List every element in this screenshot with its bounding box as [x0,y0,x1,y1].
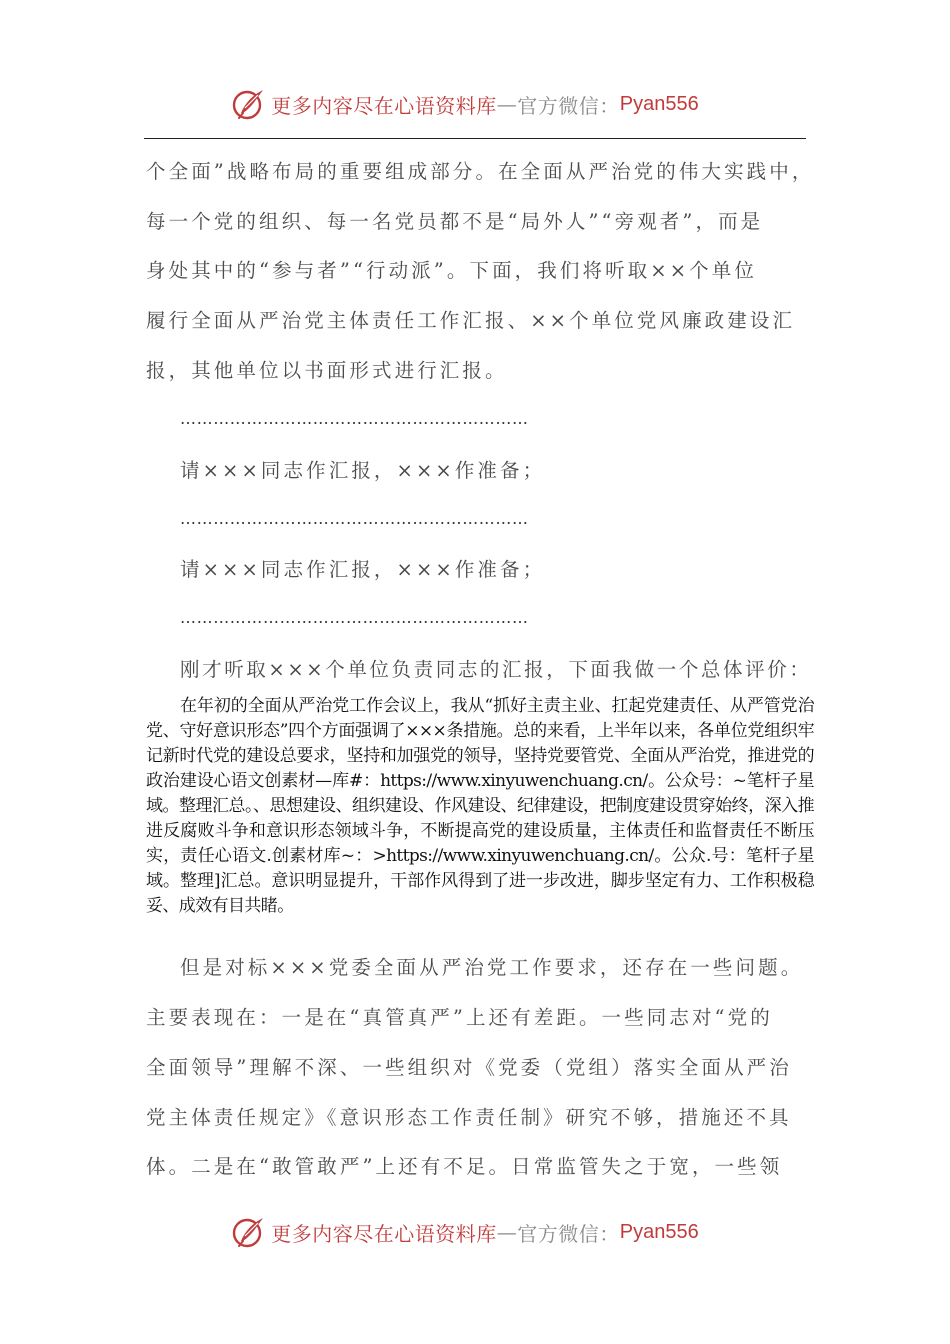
body-line-5: 报，其他单位以书面形式进行汇报。 [146,359,508,382]
body-line-3: 身处其中的“参与者”“行动派”。下面，我们将听取××个单位 [146,259,757,282]
problems-line-1: 但是对标×××党委全面从严治党工作要求，还存在一些问题。 [180,956,804,979]
evaluation-paragraph: 在年初的全面从严治党工作会议上，我从“抓好主责主业、扛起党建责任、从严管党治党、守好意识形态”四个方面强调了×××条措施。总的来看，上半年以来，各单位党组织牢记新时代党的建设总要求，坚持和加强党的领导，坚持党要管党、全面从严治党，推进党的政治建设心语文创素材—库#：https://www.xinyuwenchuang.cn/。公众号：~笔杆子星域。整理汇总。、思想建设、组织建设、作风建设、纪律建设，把制度建设贯穿始终，深入推进反腐败斗争和意识形态领域斗争，不断提高党的建设质量，主体责任和监督责任不断压实，责任心语文.创素材库~：>https://www.xinyuwenchuang.cn/。公众.号：笔杆子星域。整理]汇总。意识明显提升，干部作风得到了进一步改进，脚步坚定有力、工作积极稳妥、成效有目共睹。 [146,696,814,916]
problems-line-5: 体。二是在“敢管敢严”上还有不足。日常监管失之于宽，一些领 [146,1155,783,1178]
quill-logo-icon [231,1214,267,1250]
header-banner-content [231,86,698,122]
problems-line-3: 全面领导”理解不深、一些组织对《党委（党组）落实全面从严治 [146,1056,792,1079]
banner-brand-text: 更多内容尽在心语资料库 [271,1221,497,1246]
footer-banner-content [231,1214,698,1250]
problems-line-2: 主要表现在：一是在“真管真严”上还有差距。一些同志对“党的 [146,1006,773,1029]
body-line-2: 每一个党的组织、每一名党员都不是“局外人”“旁观者”，而是 [146,210,764,233]
quill-logo-icon [231,86,267,122]
call-line-2: 请×××同志作汇报，×××作准备； [180,558,546,581]
evaluation-intro-line: 刚才听取×××个单位负责同志的汇报，下面我做一个总体评价： [180,658,812,681]
problems-line-4: 党主体责任规定》《意识形态工作责任制》研究不够，措施还不具 [146,1106,792,1129]
ellipsis-line-1: ……………………………………………………… [180,409,529,428]
ellipsis-line-3: ……………………………………………………… [180,608,529,627]
body-line-1: 个全面”战略布局的重要组成部分。在全面从严治党的伟大实践中， [146,160,815,183]
header-divider [144,138,806,139]
banner-wechat-label: 官方微信： [517,93,620,118]
banner-separator: — [496,1220,518,1244]
banner-separator: — [496,92,518,116]
banner-wechat-id: Pyan556 [619,92,699,115]
ellipsis-line-2: ……………………………………………………… [180,509,529,528]
call-line-1: 请×××同志作汇报，×××作准备； [180,459,546,482]
header-banner [0,84,950,124]
banner-wechat-id: Pyan556 [619,1220,699,1243]
footer-banner [0,1212,950,1252]
body-line-4: 履行全面从严治党主体责任工作汇报、××个单位党风廉政建设汇 [146,309,796,332]
banner-brand-text: 更多内容尽在心语资料库 [271,93,497,118]
banner-wechat-label: 官方微信： [517,1221,620,1246]
